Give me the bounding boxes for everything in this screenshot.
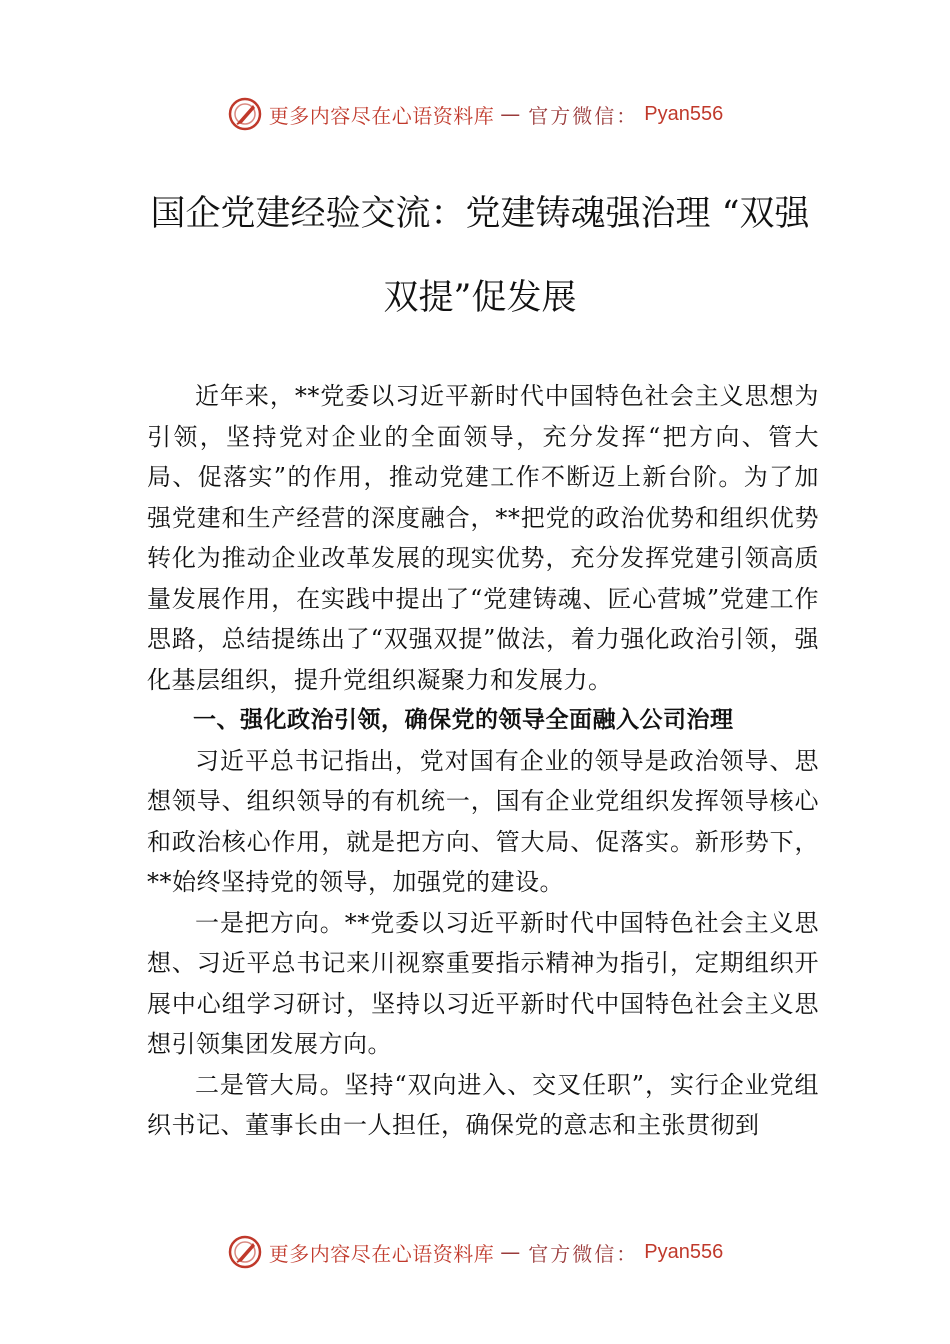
header-banner <box>0 90 950 138</box>
banner-wechat-label: 官方微信： <box>528 103 639 128</box>
banner-lead-text: 更多内容尽在心语资料库 <box>268 1241 495 1266</box>
banner-separator: — <box>500 1240 523 1264</box>
brand-logo-icon <box>227 96 263 132</box>
brand-logo-icon <box>227 1234 263 1270</box>
banner-separator: — <box>500 102 523 126</box>
paragraph: 一是把方向。**党委以习近平新时代中国特色社会主义思想、习近平总书记来川视察重要指示精神为指引，定期组织开展中心组学习研讨，坚持以习近平新时代中国特色社会主义思想引领集团发展方向。 <box>147 908 819 1058</box>
paragraph: 习近平总书记指出，党对国有企业的领导是政治领导、思想领导、组织领导的有机统一，国有企业党组织发挥领导核心和政治核心作用，就是把方向、管大局、促落实。新形势下，**始终坚持党的领导，加强党的建设。 <box>147 746 819 896</box>
footer-banner <box>0 1228 950 1276</box>
document-title: 国企党建经验交流：党建铸魂强治理 “双强双提”促发展 <box>150 194 810 318</box>
banner-wechat-label: 官方微信： <box>528 1241 639 1266</box>
paragraph: 二是管大局。坚持“双向进入、交叉任职”，实行企业党组织书记、董事长由一人担任，确保党的意志和主张贯彻到 <box>147 1070 819 1139</box>
paragraph: 近年来，**党委以习近平新时代中国特色社会主义思想为引领，坚持党对企业的全面领导，充分发挥“把方向、管大局、促落实”的作用，推动党建工作不断迈上新台阶。为了加强党建和生产经营的深度融合，**把党的政治优势和组织优势转化为推动企业改革发展的现实优势，充分发挥党建引领高质量发展作用，在实践中提出了“党建铸魂、匠心营城”党建工作思路，总结提练出了“双强双提”做法，着力强化政治引领，强化基层组织，提升党组织凝聚力和发展力。 <box>147 382 819 694</box>
document-body <box>147 376 819 1146</box>
banner-lead-text: 更多内容尽在心语资料库 <box>268 103 495 128</box>
section-heading: 一、强化政治引领，确保党的领导全面融入公司治理 <box>193 707 734 733</box>
banner-wechat-id: Pyan556 <box>644 102 724 125</box>
banner-wechat-id: Pyan556 <box>644 1240 724 1263</box>
